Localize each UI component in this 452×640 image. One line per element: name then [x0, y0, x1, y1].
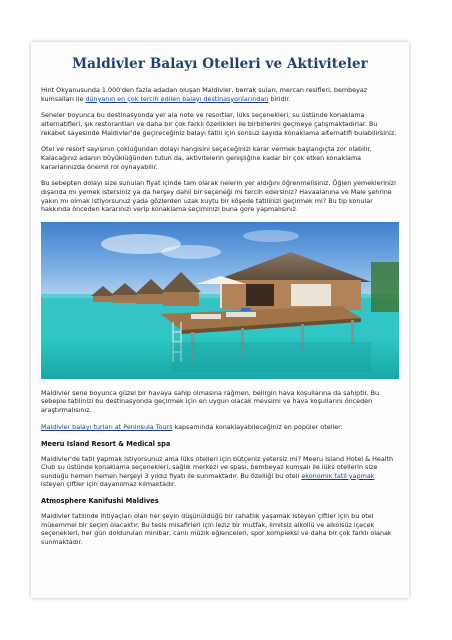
paragraph-pricing: Bu sebepten dolayı size sunulan fiyat içinde tam olarak nelerin yer aldığını öğrenmelisiniz. Öğlen yemeklerinizi dışarıda mı yemek istersiniz ya da herşey dahil bir seçeneği mi tercih edersiniz? Havaalanına ve Male şehrine yakın mı olmak istiyorsunuz yada gözlerden uzak kuytu bir köşede tatilinizi geçirmek mi? Bu tip konular hakkında önceden kararınızı verip konaklama seçiminizi buna gore yapmalısınız.: [41, 179, 396, 214]
peninsula-tours-link[interactable]: Maldivler balayı turları at Peninsula Tours: [41, 422, 173, 431]
document-page: [31, 42, 409, 598]
tours-text: kapsamında konaklayabileceğiniz en popüler oteller:: [172, 422, 343, 431]
heading-kanifushi: Atmosphere Kanifushi Maldives: [41, 497, 159, 506]
destinations-link[interactable]: dünyanın en çok tercih edilen balayı destinasyonlarından: [85, 94, 269, 103]
meeru-text-end: isteyen çiftler için dayanılmaz kılmaktadır.: [41, 480, 177, 489]
paragraph-choosing: Otel ve resort sayısının çokluğundan dolayı hangisini seçeceğinizi karar vermek başlangıçta zor olabilir. Kalacağınız adanın büyüklüğünden tutun da, aktivitelerin genişliğine kadar bir çok etken konaklama kararlarınızda önemli rol oynayabilir.: [41, 145, 372, 171]
heading-meeru: Meeru Island Resort & Medical spa: [41, 439, 171, 448]
intro-text-end: biridir.: [268, 94, 291, 103]
page-title: Maldivler Balayı Otelleri ve Aktiviteler: [72, 56, 368, 72]
resort-photo: [41, 222, 399, 379]
paragraph-accommodation: Seneler boyunca bu destinasyonda yer ala note ve resortlar, lüks seçenekleri, su üstünde konaklama alternatifleri, şık restorantları ve daha bir çok farklı özellikleri ile birbirlerini geçmeye çalışmaktadırlar. Bu rekabet sayesinde Maldivler'de geçireceğiniz balayı tatili için sonsuz sayıda konaklama alternatifi bulabilirsiniz.: [41, 111, 397, 137]
intro-paragraph: [41, 86, 399, 103]
paragraph-kanifushi: Maldivler tatilinde ihtiyaçları olan her şeyin düşünüldüğü bir rahatlık yaşamak isteyen çiftler için bu otel mükemmel bir seçim olacaktır. Bu tesis misafirleri için leziz bir mutfak, limitsiz alkollü ve alkolsüz içecek seçenekleri, her gün doldurulan minibar, canlı müzik eğlenceleri, spor kompleksi ve daha bir çok farklı olanak sunmaktadır.: [41, 512, 392, 546]
paragraph-tours: [41, 423, 399, 432]
intro-text: Hint Okyanusunda 1.000'den fazla adadan oluşan Maldivler, berrak suları, mercan resifleri, bembeyaz kumsalları ile: [41, 86, 368, 103]
budget-travel-link[interactable]: ekonomik tatil yapmak: [301, 471, 375, 480]
paragraph-weather: Maldivler sene boyunca güzel bir havaya sahip olmasına rağmen, belirgin hava koşullarına da sahiptir. Bu sebeple tatilinizi bu destinasyonda geçirmek için en uygun olacak mevsimi ve hava koşullarını önceden araştırmalısınız.: [41, 388, 380, 415]
meeru-text: Maldivler'de tatil yapmak istiyorsunuz ama lüks otelleri için bütçeniz yetersiz mi? Meeru Island Hotel & Health Club su üstünde konaklama seçenekleri, sağlık merkezi ve spası, bembeyaz kumsalı ile lüks otellerin size sunduğu hemen hemen herşeyi 3 yıldız fiyatı ile sunmaktadır. Bu özelliği bu oteli: [41, 454, 394, 480]
paragraph-meeru: [41, 455, 399, 489]
